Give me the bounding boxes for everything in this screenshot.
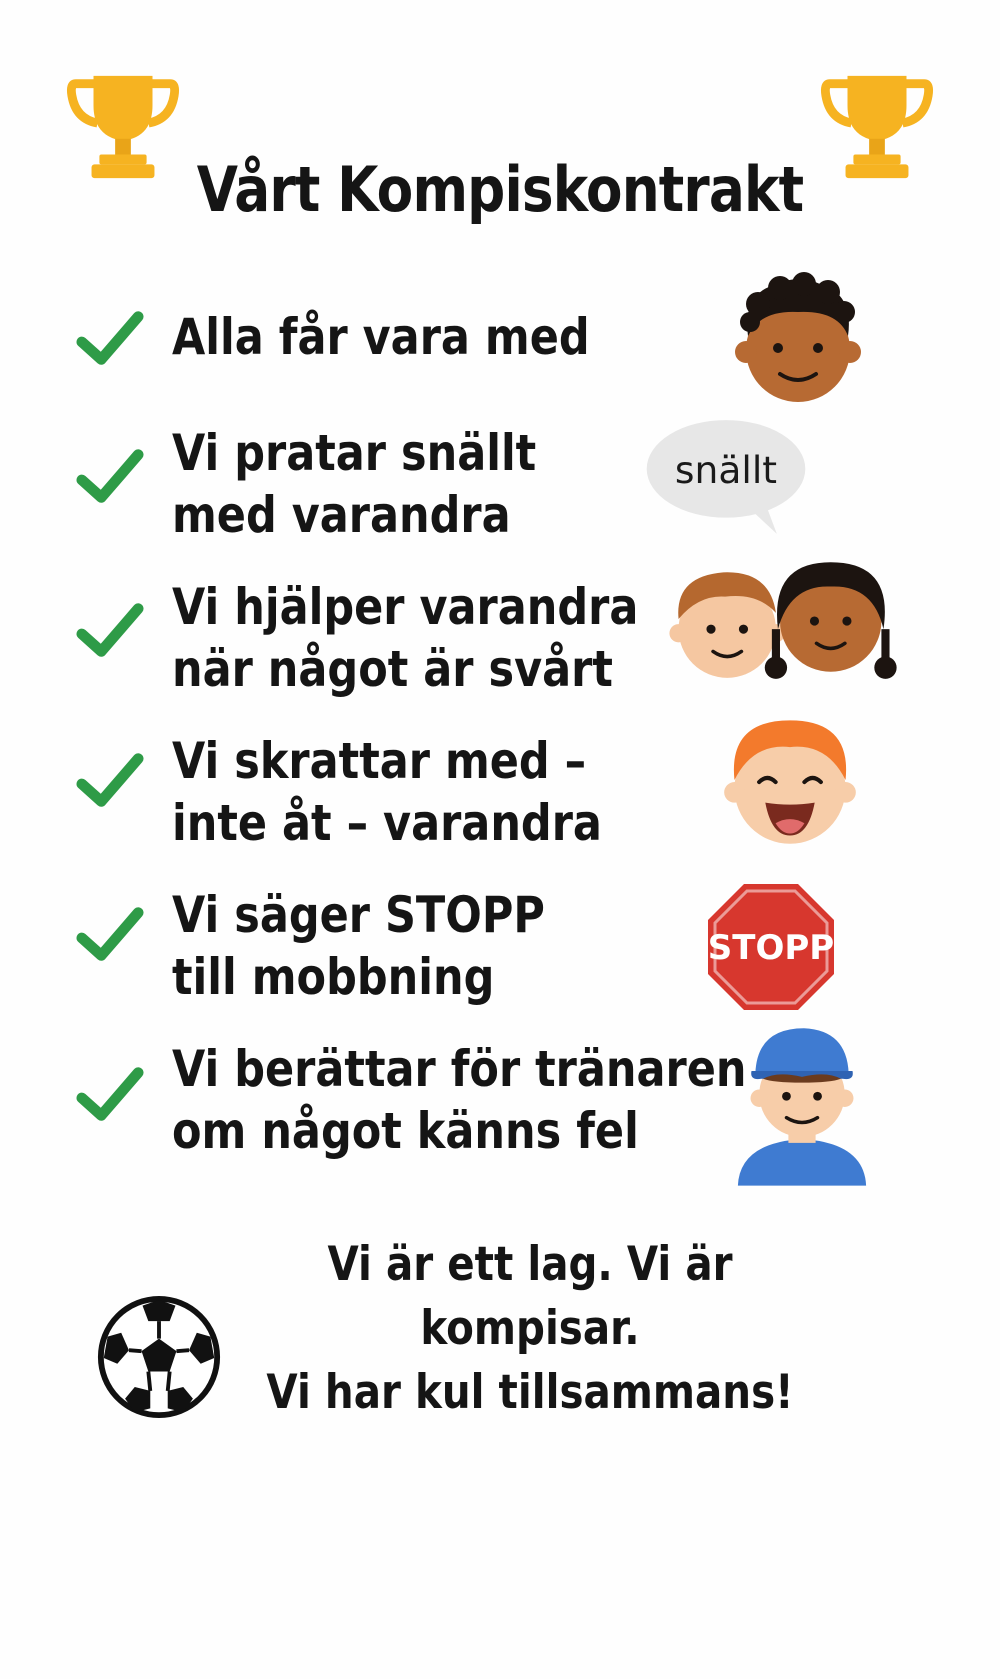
two-kids-icon [664, 548, 898, 690]
checkmark-icon [76, 308, 144, 370]
speech-bubble-text: snällt [674, 448, 778, 493]
stop-sign-icon [706, 882, 836, 1012]
rule-text-line: Vi pratar snällt [172, 424, 537, 482]
laughing-boy-icon [718, 708, 862, 852]
soccer-ball-icon [96, 1294, 222, 1420]
rule-item [0, 730, 1000, 860]
checkmark-icon [76, 904, 144, 966]
checkmark-icon [76, 750, 144, 812]
rule-item [0, 884, 1000, 1014]
footer-line: Vi har kul tillsammans! [266, 1365, 794, 1420]
stop-sign-text: STOPP [707, 928, 835, 968]
rule-item [0, 1038, 1000, 1168]
rule-text-line: Alla får vara med [172, 308, 590, 366]
trophy-icon [818, 68, 936, 186]
rule-text-line: till mobbning [172, 948, 495, 1006]
boy-face-icon [728, 270, 868, 410]
rule-text-line: om något känns fel [172, 1102, 639, 1160]
footer-line: Vi är ett lag. Vi är kompisar. [327, 1237, 733, 1356]
rule-item [0, 576, 1000, 706]
rule-text-line: när något är svårt [172, 640, 613, 698]
rule-text-line: med varandra [172, 486, 511, 544]
rule-text-line: Vi berättar för tränaren [172, 1040, 747, 1098]
rule-item [0, 300, 1000, 380]
rule-text-line: Vi hjälper varandra [172, 578, 639, 636]
checkmark-icon [76, 600, 144, 662]
rule-text-line: inte åt – varandra [172, 794, 602, 852]
speech-bubble-icon [644, 416, 808, 538]
checkmark-icon [76, 1064, 144, 1126]
rule-text-line: Vi skrattar med – [172, 732, 587, 790]
trophy-icon [64, 68, 182, 186]
rule-text-line: Vi säger STOPP [172, 886, 545, 944]
poster-title: Vårt Kompiskontrakt [196, 153, 804, 226]
rule-item [0, 422, 1000, 552]
coach-icon [734, 1022, 870, 1188]
checkmark-icon [76, 446, 144, 508]
poster-footer [212, 1233, 848, 1425]
